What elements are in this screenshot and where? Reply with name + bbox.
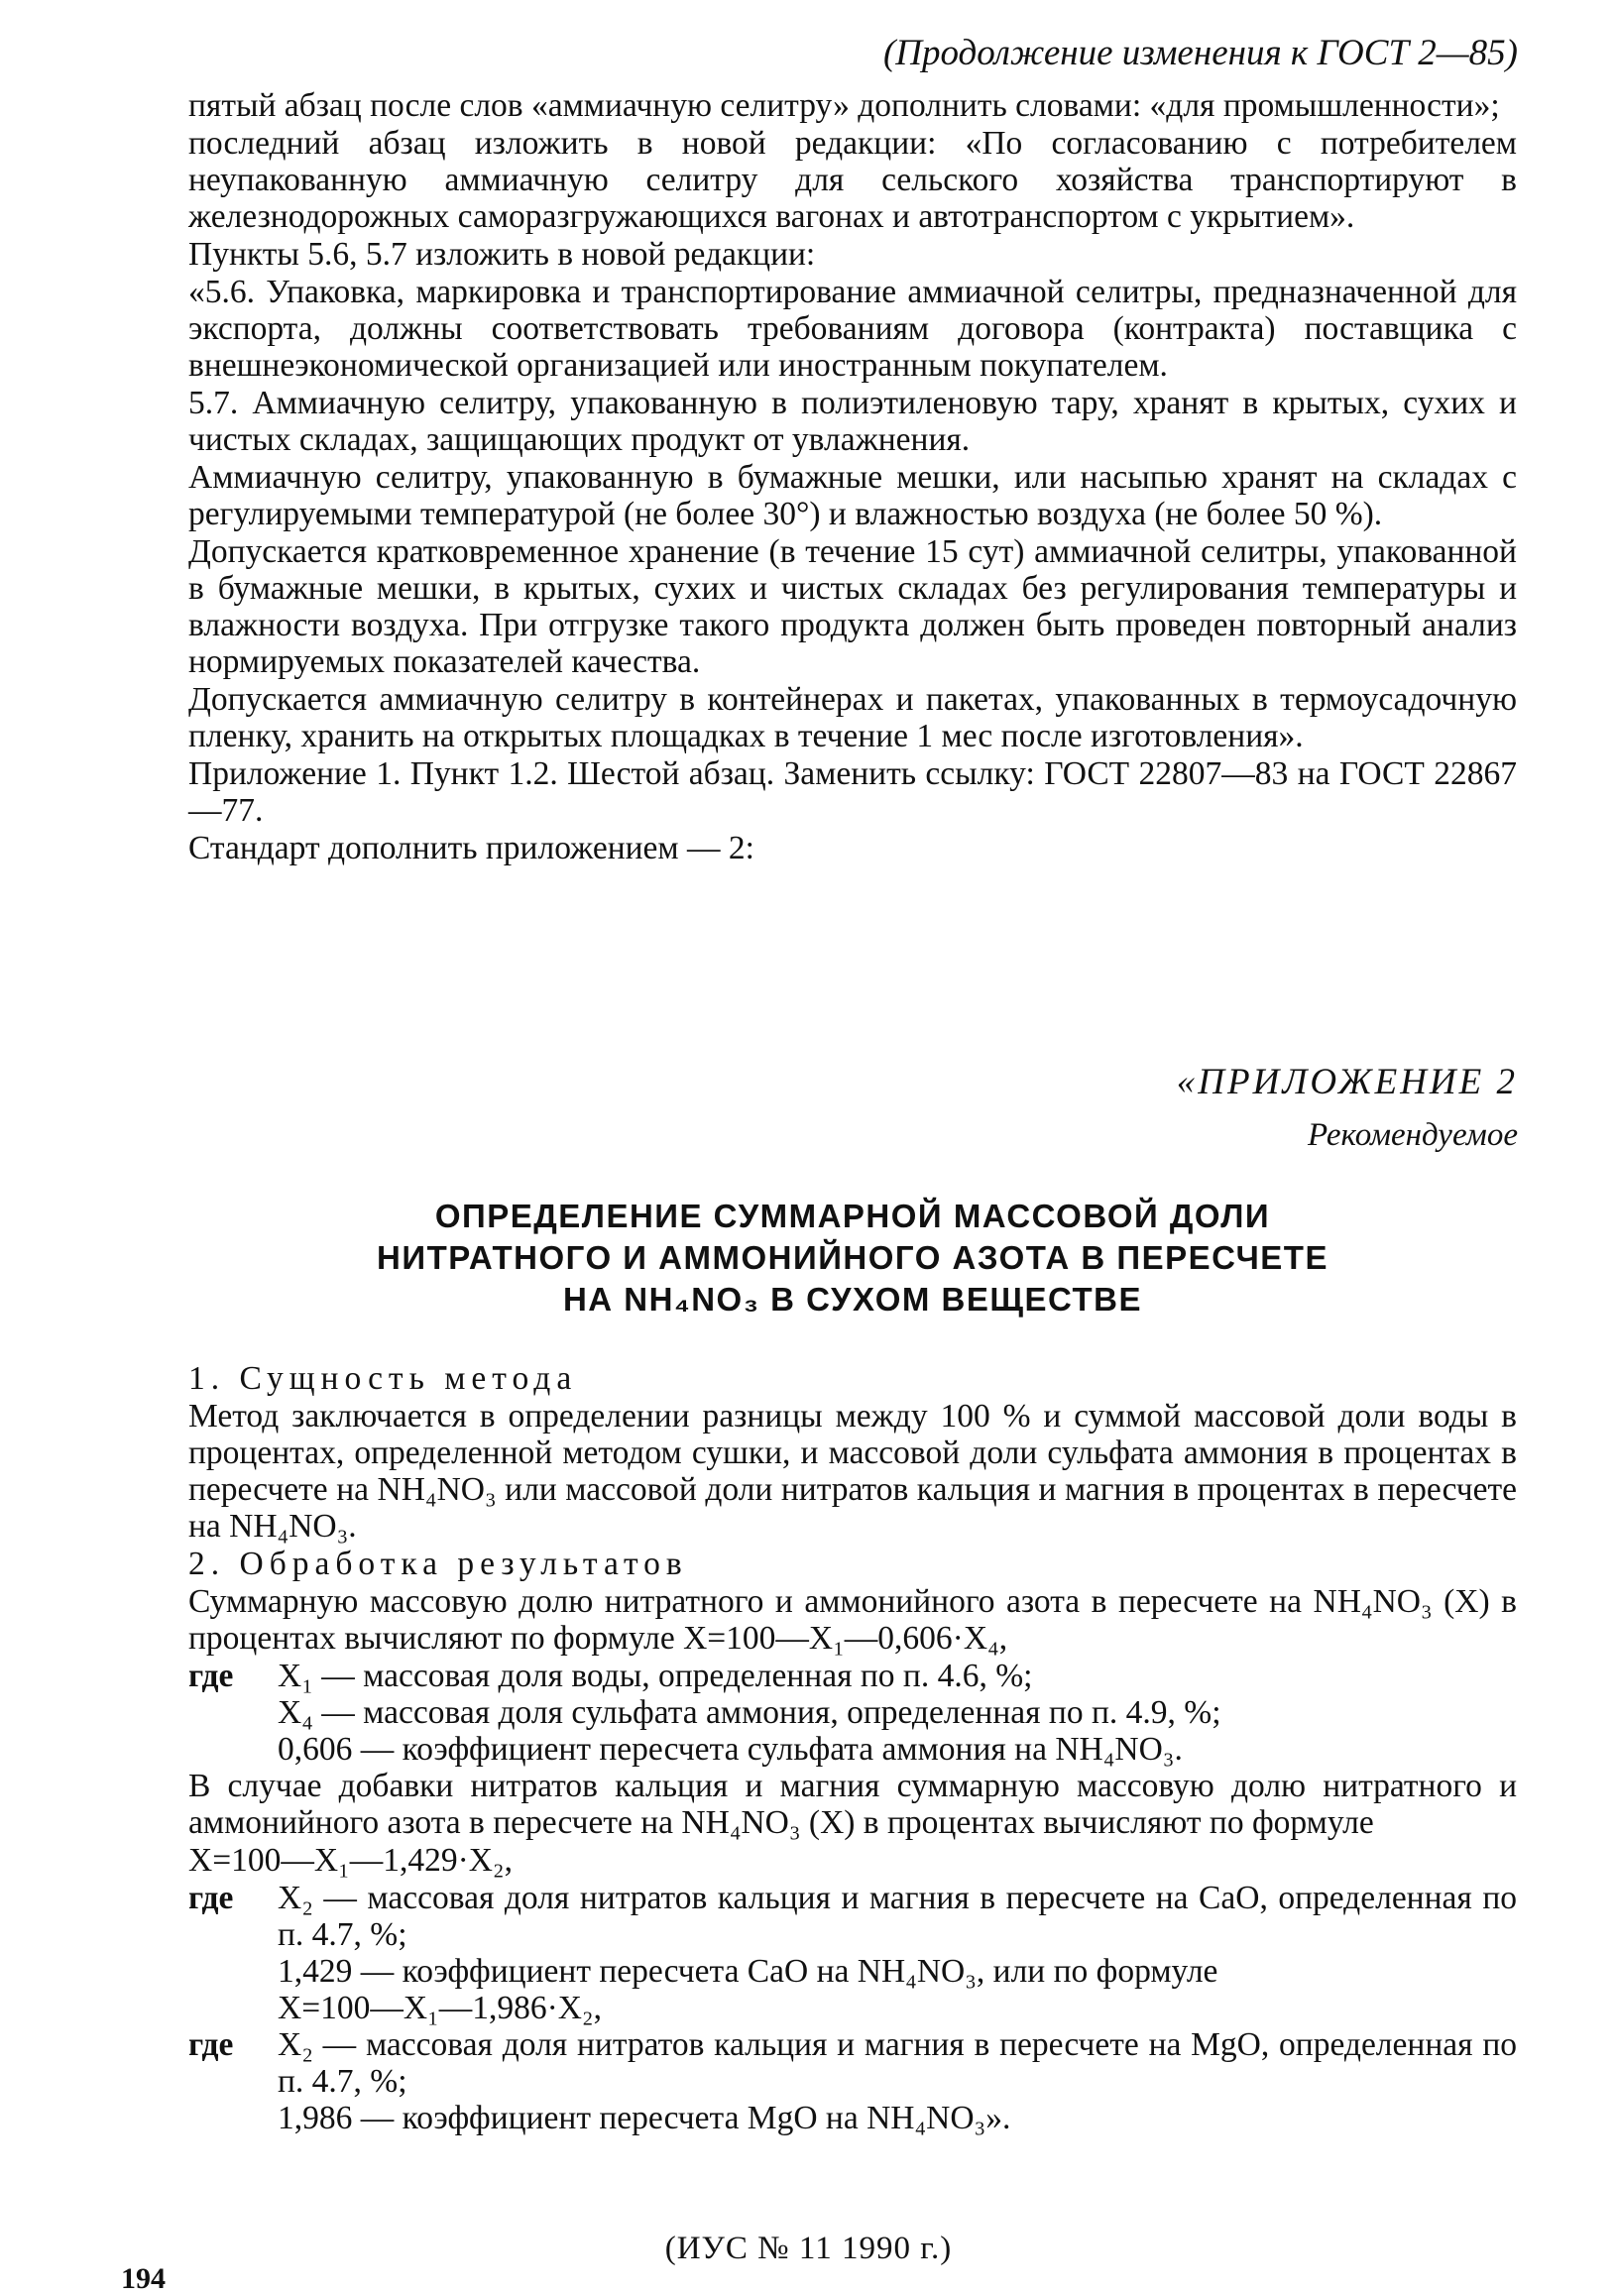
paragraph: пятый абзац после слов «аммиачную селитру» дополнить словами: «для промышленности»;	[188, 87, 1500, 124]
formula: X=100—X₁—1,429·X₂,	[188, 1842, 513, 1879]
paragraph: Допускается кратковременное хранение (в течение 15 сут) аммиачной селитры, упакованной в бумажные мешки, в крытых, сухих и чистых складах без регулирования температуры и влажности воздуха. При отгрузке такого продукта должен быть проведен повторный анализ нормируемых показателей качества.	[188, 533, 1517, 680]
paragraph: В случае добавки нитратов кальция и магния суммарную массовую долю нитратного и аммонийного азота в пересчете на NH₄NO₃ (X) в процентах вычисляют по формуле	[188, 1768, 1517, 1841]
where-label	[188, 1990, 278, 2026]
section-heading: 2. Обработка результатов	[188, 1546, 688, 1582]
definition-row	[188, 2100, 1517, 2136]
definition-text: X₁ — массовая доля воды, определенная по п. 4.6, %;	[278, 1658, 1033, 1694]
definition-text: X=100—X₁—1,986·X₂,	[278, 1990, 602, 2026]
definition-text: X₂ — массовая доля нитратов кальция и магния в пересчете на MgO, определенная по п. 4.7, %;	[278, 2026, 1517, 2100]
definition-row	[188, 2026, 1517, 2100]
definition-row	[188, 1880, 1517, 1953]
title-line: ОПРЕДЕЛЕНИЕ СУММАРНОЙ МАССОВОЙ ДОЛИ	[434, 1198, 1271, 1234]
definition-text: X₄ — массовая доля сульфата аммония, определенная по п. 4.9, %;	[278, 1694, 1221, 1731]
definition-row	[188, 1694, 1517, 1731]
paragraph: Стандарт дополнить приложением — 2:	[188, 830, 754, 866]
title-line: НИТРАТНОГО И АММОНИЙНОГО АЗОТА В ПЕРЕСЧЕТЕ	[377, 1239, 1328, 1276]
where-label	[188, 1694, 278, 1731]
definition-text: 1,986 — коэффициент пересчета MgO на NH₄NO₃».	[278, 2100, 1011, 2136]
appendix-label: «ПРИЛОЖЕНИЕ 2	[1176, 1062, 1518, 1102]
paragraph: Аммиачную селитру, упакованную в бумажные мешки, или насыпью хранят на складах с регулируемыми температурой (не более 30°) и влажностью воздуха (не более 50 %).	[188, 459, 1517, 532]
definition-text: 0,606 — коэффициент пересчета сульфата аммония на NH₄NO₃.	[278, 1731, 1183, 1768]
where-label	[188, 1953, 278, 1990]
running-header: (Продолжение изменения к ГОСТ 2—85)	[882, 33, 1518, 73]
paragraph: Приложение 1. Пункт 1.2. Шестой абзац. Заменить ссылку: ГОСТ 22807—83 на ГОСТ 22867—77.	[188, 755, 1517, 829]
paragraph: 5.7. Аммиачную селитру, упакованную в полиэтиленовую тару, хранят в крытых, сухих и чистых складах, защищающих продукт от увлажнения.	[188, 385, 1517, 458]
where-label: где	[188, 1880, 234, 1916]
definition-text: X₂ — массовая доля нитратов кальция и магния в пересчете на CaO, определенная по п. 4.7, %;	[278, 1880, 1517, 1953]
appendix-status: Рекомендуемое	[1307, 1117, 1518, 1153]
paragraph: Суммарную массовую долю нитратного и аммонийного азота в пересчете на NH₄NO₃ (X) в процентах вычисляют по формуле X=100—X₁—0,606·X₄,	[188, 1583, 1517, 1657]
where-label: где	[188, 2026, 234, 2063]
paragraph: Допускается аммиачную селитру в контейнерах и пакетах, упакованных в термоусадочную пленку, хранить на открытых площадках в течение 1 мес после изготовления».	[188, 681, 1517, 754]
definition-row	[188, 1731, 1517, 1768]
definition-row	[188, 1990, 1517, 2026]
paragraph: Метод заключается в определении разницы между 100 % и суммой массовой доли воды в процентах, определенной методом сушки, и массовой доли сульфата аммония в процентах в пересчете на NH₄NO₃ или массовой доли нитратов кальция и магния в процентах в пересчете на NH₄NO₃.	[188, 1398, 1517, 1545]
paragraph: «5.6. Упаковка, маркировка и транспортирование аммиачной селитры, предназначенной для экспорта, должны соответствовать требованиям договора (контракта) поставщика с внешнеэкономической организацией или иностранным покупателем.	[188, 274, 1517, 384]
page-number: 194	[121, 2262, 166, 2295]
where-label	[188, 2100, 278, 2136]
section-heading: 1. Сущность метода	[188, 1360, 578, 1397]
paragraph: последний абзац изложить в новой редакции: «По согласованию с потребителем неупакованную аммиачную селитру для сельского хозяйства транспортируют в железнодорожных саморазгружающихся вагонах и автотранспортом с укрытием».	[188, 125, 1517, 235]
definition-row	[188, 1658, 1517, 1694]
definition-row	[188, 1953, 1517, 1990]
where-label: где	[188, 1658, 234, 1694]
appendix-title	[188, 1196, 1517, 1320]
definition-text: 1,429 — коэффициент пересчета CaO на NH₄NO₃, или по формуле	[278, 1953, 1218, 1990]
source-reference: (ИУС № 11 1990 г.)	[664, 2231, 953, 2266]
where-label	[188, 1731, 278, 1768]
body-text-top	[188, 87, 1517, 867]
title-line: НА NH₄NO₃ В СУХОМ ВЕЩЕСТВЕ	[562, 1281, 1143, 1318]
paragraph: Пункты 5.6, 5.7 изложить в новой редакции:	[188, 236, 816, 273]
body-text-appendix	[188, 1360, 1517, 2136]
